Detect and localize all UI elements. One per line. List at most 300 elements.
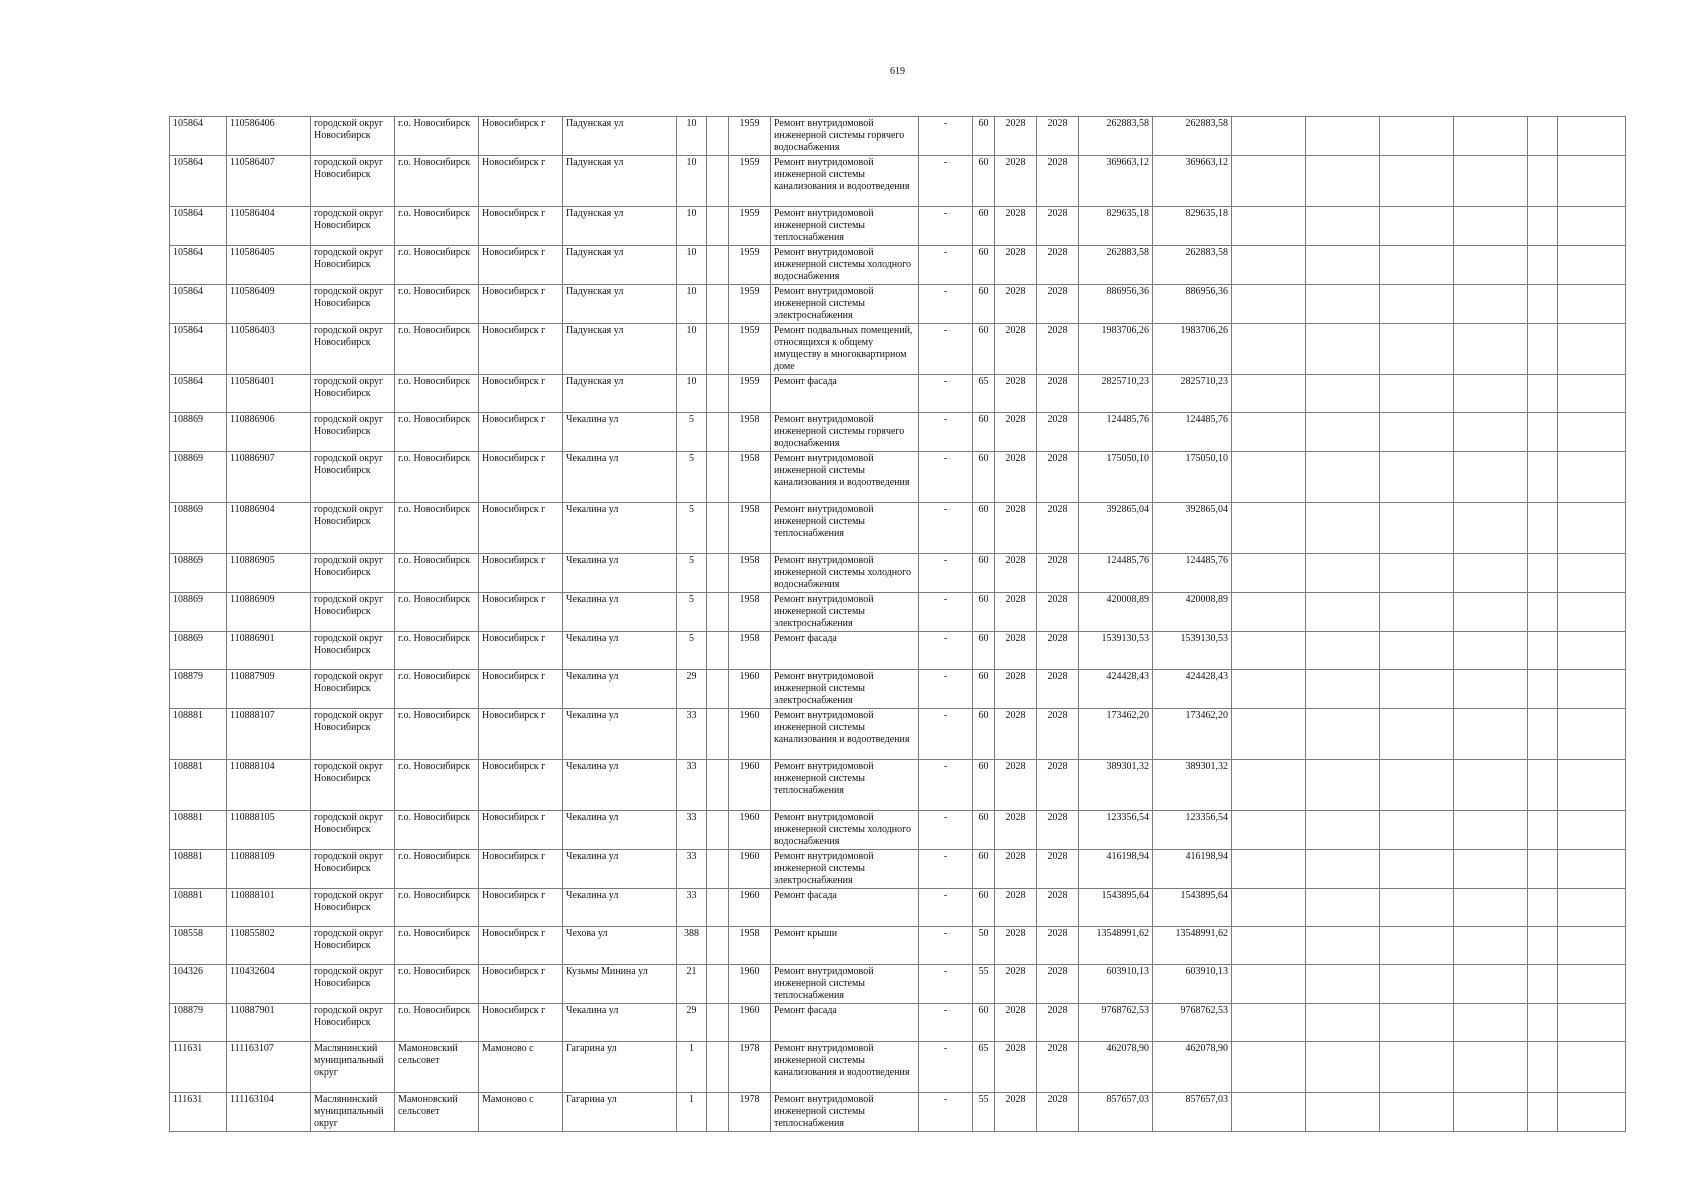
empty-cell xyxy=(1232,246,1306,285)
empty-cell xyxy=(1306,1042,1380,1093)
empty-cell xyxy=(1232,156,1306,207)
table-row xyxy=(170,1004,1626,1042)
plan-year-from-cell: 2028 xyxy=(995,246,1037,285)
cost-cell: 886956,36 xyxy=(1079,285,1153,324)
street-cell: Падунская ул xyxy=(563,375,677,413)
mark-cell: - xyxy=(919,670,973,709)
district-cell: городской округ Новосибирск xyxy=(311,760,395,811)
mark-cell: - xyxy=(919,207,973,246)
wear-percent-cell: 60 xyxy=(973,1004,995,1042)
empty-cell xyxy=(1558,246,1626,285)
object-id-cell: 105864 xyxy=(170,156,227,207)
empty-cell xyxy=(1558,632,1626,670)
object-id-cell: 105864 xyxy=(170,375,227,413)
house-number-cell: 5 xyxy=(677,413,707,452)
build-year-cell: 1959 xyxy=(729,156,771,207)
locality-cell: Новосибирск г xyxy=(479,554,563,593)
cost-cell: 9768762,53 xyxy=(1079,1004,1153,1042)
building-cell xyxy=(707,246,729,285)
settlement-cell: г.о. Новосибирск xyxy=(395,709,479,760)
object-id-cell: 108881 xyxy=(170,709,227,760)
settlement-cell: г.о. Новосибирск xyxy=(395,285,479,324)
page-number: 619 xyxy=(890,66,905,77)
house-number-cell: 10 xyxy=(677,156,707,207)
empty-cell xyxy=(1306,593,1380,632)
plan-year-to-cell: 2028 xyxy=(1037,593,1079,632)
build-year-cell: 1960 xyxy=(729,709,771,760)
locality-cell: Новосибирск г xyxy=(479,593,563,632)
work-code-cell: 111163104 xyxy=(227,1093,311,1132)
empty-cell xyxy=(1232,413,1306,452)
street-cell: Чекалина ул xyxy=(563,709,677,760)
plan-year-from-cell: 2028 xyxy=(995,811,1037,850)
cost-total-cell: 424428,43 xyxy=(1153,670,1232,709)
plan-year-to-cell: 2028 xyxy=(1037,811,1079,850)
empty-cell xyxy=(1528,452,1558,503)
empty-cell xyxy=(1380,632,1454,670)
cost-cell: 462078,90 xyxy=(1079,1042,1153,1093)
empty-cell xyxy=(1558,503,1626,554)
cost-cell: 123356,54 xyxy=(1079,811,1153,850)
building-cell xyxy=(707,965,729,1004)
street-cell: Чекалина ул xyxy=(563,413,677,452)
settlement-cell: г.о. Новосибирск xyxy=(395,117,479,156)
table-row xyxy=(170,811,1626,850)
empty-cell xyxy=(1380,324,1454,375)
locality-cell: Новосибирск г xyxy=(479,452,563,503)
locality-cell: Новосибирск г xyxy=(479,850,563,889)
building-cell xyxy=(707,670,729,709)
empty-cell xyxy=(1528,670,1558,709)
empty-cell xyxy=(1454,670,1528,709)
empty-cell xyxy=(1232,207,1306,246)
building-cell xyxy=(707,811,729,850)
empty-cell xyxy=(1380,207,1454,246)
empty-cell xyxy=(1528,554,1558,593)
build-year-cell: 1958 xyxy=(729,554,771,593)
empty-cell xyxy=(1558,156,1626,207)
wear-percent-cell: 55 xyxy=(973,965,995,1004)
table-row xyxy=(170,207,1626,246)
empty-cell xyxy=(1306,709,1380,760)
building-cell xyxy=(707,850,729,889)
empty-cell xyxy=(1454,1004,1528,1042)
locality-cell: Новосибирск г xyxy=(479,285,563,324)
plan-year-from-cell: 2028 xyxy=(995,207,1037,246)
capital-repair-table xyxy=(169,116,1626,1132)
locality-cell: Новосибирск г xyxy=(479,709,563,760)
district-cell: городской округ Новосибирск xyxy=(311,452,395,503)
settlement-cell: г.о. Новосибирск xyxy=(395,375,479,413)
object-id-cell: 108881 xyxy=(170,850,227,889)
empty-cell xyxy=(1558,811,1626,850)
work-type-cell: Ремонт внутридомовой инженерной системы теплоснабжения xyxy=(771,503,919,554)
cost-cell: 262883,58 xyxy=(1079,117,1153,156)
district-cell: городской округ Новосибирск xyxy=(311,156,395,207)
plan-year-from-cell: 2028 xyxy=(995,375,1037,413)
empty-cell xyxy=(1558,889,1626,927)
house-number-cell: 5 xyxy=(677,503,707,554)
empty-cell xyxy=(1380,285,1454,324)
empty-cell xyxy=(1380,554,1454,593)
cost-cell: 389301,32 xyxy=(1079,760,1153,811)
cost-total-cell: 262883,58 xyxy=(1153,117,1232,156)
locality-cell: Новосибирск г xyxy=(479,965,563,1004)
locality-cell: Мамоново с xyxy=(479,1093,563,1132)
wear-percent-cell: 60 xyxy=(973,117,995,156)
table-row xyxy=(170,593,1626,632)
work-code-cell: 110586401 xyxy=(227,375,311,413)
street-cell: Кузьмы Минина ул xyxy=(563,965,677,1004)
settlement-cell: г.о. Новосибирск xyxy=(395,324,479,375)
work-type-cell: Ремонт внутридомовой инженерной системы электроснабжения xyxy=(771,850,919,889)
cost-cell: 392865,04 xyxy=(1079,503,1153,554)
cost-cell: 13548991,62 xyxy=(1079,927,1153,965)
empty-cell xyxy=(1380,927,1454,965)
cost-total-cell: 420008,89 xyxy=(1153,593,1232,632)
empty-cell xyxy=(1380,413,1454,452)
object-id-cell: 108879 xyxy=(170,670,227,709)
table-row xyxy=(170,1093,1626,1132)
empty-cell xyxy=(1380,965,1454,1004)
empty-cell xyxy=(1306,117,1380,156)
locality-cell: Новосибирск г xyxy=(479,117,563,156)
settlement-cell: г.о. Новосибирск xyxy=(395,554,479,593)
street-cell: Чекалина ул xyxy=(563,889,677,927)
empty-cell xyxy=(1232,375,1306,413)
cost-total-cell: 13548991,62 xyxy=(1153,927,1232,965)
cost-cell: 1539130,53 xyxy=(1079,632,1153,670)
empty-cell xyxy=(1558,324,1626,375)
street-cell: Гагарина ул xyxy=(563,1093,677,1132)
building-cell xyxy=(707,324,729,375)
district-cell: городской округ Новосибирск xyxy=(311,246,395,285)
empty-cell xyxy=(1306,1004,1380,1042)
street-cell: Гагарина ул xyxy=(563,1042,677,1093)
empty-cell xyxy=(1454,1093,1528,1132)
build-year-cell: 1958 xyxy=(729,927,771,965)
district-cell: городской округ Новосибирск xyxy=(311,927,395,965)
cost-total-cell: 124485,76 xyxy=(1153,554,1232,593)
plan-year-from-cell: 2028 xyxy=(995,850,1037,889)
district-cell: городской округ Новосибирск xyxy=(311,324,395,375)
object-id-cell: 108879 xyxy=(170,1004,227,1042)
locality-cell: Новосибирск г xyxy=(479,156,563,207)
empty-cell xyxy=(1528,375,1558,413)
locality-cell: Новосибирск г xyxy=(479,324,563,375)
work-type-cell: Ремонт фасада xyxy=(771,632,919,670)
street-cell: Чекалина ул xyxy=(563,1004,677,1042)
empty-cell xyxy=(1306,452,1380,503)
plan-year-to-cell: 2028 xyxy=(1037,413,1079,452)
settlement-cell: г.о. Новосибирск xyxy=(395,965,479,1004)
empty-cell xyxy=(1528,927,1558,965)
locality-cell: Новосибирск г xyxy=(479,1004,563,1042)
plan-year-to-cell: 2028 xyxy=(1037,156,1079,207)
empty-cell xyxy=(1306,285,1380,324)
locality-cell: Новосибирск г xyxy=(479,246,563,285)
wear-percent-cell: 60 xyxy=(973,850,995,889)
wear-percent-cell: 60 xyxy=(973,246,995,285)
district-cell: городской округ Новосибирск xyxy=(311,413,395,452)
object-id-cell: 108881 xyxy=(170,811,227,850)
wear-percent-cell: 60 xyxy=(973,156,995,207)
district-cell: городской округ Новосибирск xyxy=(311,554,395,593)
table-row xyxy=(170,632,1626,670)
work-code-cell: 110855802 xyxy=(227,927,311,965)
object-id-cell: 111631 xyxy=(170,1093,227,1132)
plan-year-from-cell: 2028 xyxy=(995,760,1037,811)
street-cell: Чекалина ул xyxy=(563,593,677,632)
empty-cell xyxy=(1558,670,1626,709)
plan-year-to-cell: 2028 xyxy=(1037,889,1079,927)
empty-cell xyxy=(1558,207,1626,246)
build-year-cell: 1959 xyxy=(729,375,771,413)
mark-cell: - xyxy=(919,632,973,670)
work-type-cell: Ремонт внутридомовой инженерной системы электроснабжения xyxy=(771,593,919,632)
cost-total-cell: 175050,10 xyxy=(1153,452,1232,503)
locality-cell: Новосибирск г xyxy=(479,503,563,554)
empty-cell xyxy=(1306,760,1380,811)
plan-year-to-cell: 2028 xyxy=(1037,375,1079,413)
plan-year-from-cell: 2028 xyxy=(995,452,1037,503)
empty-cell xyxy=(1380,670,1454,709)
cost-total-cell: 389301,32 xyxy=(1153,760,1232,811)
table-row xyxy=(170,324,1626,375)
settlement-cell: г.о. Новосибирск xyxy=(395,889,479,927)
work-code-cell: 111163107 xyxy=(227,1042,311,1093)
empty-cell xyxy=(1558,1004,1626,1042)
work-type-cell: Ремонт внутридомовой инженерной системы холодного водоснабжения xyxy=(771,811,919,850)
mark-cell: - xyxy=(919,811,973,850)
house-number-cell: 5 xyxy=(677,632,707,670)
work-type-cell: Ремонт подвальных помещений, относящихся к общему имуществу в многоквартирном доме xyxy=(771,324,919,375)
house-number-cell: 10 xyxy=(677,117,707,156)
plan-year-from-cell: 2028 xyxy=(995,927,1037,965)
cost-total-cell: 2825710,23 xyxy=(1153,375,1232,413)
table-row xyxy=(170,156,1626,207)
object-id-cell: 105864 xyxy=(170,246,227,285)
house-number-cell: 21 xyxy=(677,965,707,1004)
empty-cell xyxy=(1380,375,1454,413)
work-type-cell: Ремонт внутридомовой инженерной системы канализования и водоотведения xyxy=(771,156,919,207)
settlement-cell: Мамоновский сельсовет xyxy=(395,1042,479,1093)
building-cell xyxy=(707,593,729,632)
building-cell xyxy=(707,1093,729,1132)
empty-cell xyxy=(1232,503,1306,554)
table-body xyxy=(170,117,1626,1132)
mark-cell: - xyxy=(919,927,973,965)
plan-year-to-cell: 2028 xyxy=(1037,246,1079,285)
cost-total-cell: 603910,13 xyxy=(1153,965,1232,1004)
house-number-cell: 33 xyxy=(677,850,707,889)
cost-total-cell: 173462,20 xyxy=(1153,709,1232,760)
plan-year-to-cell: 2028 xyxy=(1037,324,1079,375)
plan-year-from-cell: 2028 xyxy=(995,1004,1037,1042)
cost-total-cell: 1543895,64 xyxy=(1153,889,1232,927)
plan-year-from-cell: 2028 xyxy=(995,632,1037,670)
object-id-cell: 108869 xyxy=(170,452,227,503)
empty-cell xyxy=(1306,156,1380,207)
empty-cell xyxy=(1232,324,1306,375)
cost-total-cell: 369663,12 xyxy=(1153,156,1232,207)
plan-year-from-cell: 2028 xyxy=(995,503,1037,554)
empty-cell xyxy=(1528,246,1558,285)
work-code-cell: 110586405 xyxy=(227,246,311,285)
house-number-cell: 33 xyxy=(677,811,707,850)
house-number-cell: 388 xyxy=(677,927,707,965)
settlement-cell: г.о. Новосибирск xyxy=(395,207,479,246)
empty-cell xyxy=(1306,850,1380,889)
object-id-cell: 105864 xyxy=(170,207,227,246)
wear-percent-cell: 60 xyxy=(973,324,995,375)
empty-cell xyxy=(1454,709,1528,760)
empty-cell xyxy=(1232,593,1306,632)
empty-cell xyxy=(1528,413,1558,452)
work-type-cell: Ремонт внутридомовой инженерной системы канализования и водоотведения xyxy=(771,452,919,503)
locality-cell: Мамоново с xyxy=(479,1042,563,1093)
empty-cell xyxy=(1232,760,1306,811)
wear-percent-cell: 65 xyxy=(973,375,995,413)
locality-cell: Новосибирск г xyxy=(479,811,563,850)
mark-cell: - xyxy=(919,285,973,324)
build-year-cell: 1960 xyxy=(729,850,771,889)
district-cell: городской округ Новосибирск xyxy=(311,632,395,670)
empty-cell xyxy=(1528,207,1558,246)
empty-cell xyxy=(1232,670,1306,709)
empty-cell xyxy=(1380,1004,1454,1042)
table-row xyxy=(170,554,1626,593)
wear-percent-cell: 55 xyxy=(973,1093,995,1132)
empty-cell xyxy=(1558,709,1626,760)
table-row xyxy=(170,709,1626,760)
mark-cell: - xyxy=(919,1042,973,1093)
cost-cell: 369663,12 xyxy=(1079,156,1153,207)
mark-cell: - xyxy=(919,965,973,1004)
empty-cell xyxy=(1380,1042,1454,1093)
table-row xyxy=(170,850,1626,889)
house-number-cell: 5 xyxy=(677,554,707,593)
building-cell xyxy=(707,554,729,593)
street-cell: Падунская ул xyxy=(563,246,677,285)
table-row xyxy=(170,285,1626,324)
plan-year-from-cell: 2028 xyxy=(995,965,1037,1004)
empty-cell xyxy=(1380,889,1454,927)
district-cell: городской округ Новосибирск xyxy=(311,375,395,413)
building-cell xyxy=(707,452,729,503)
house-number-cell: 1 xyxy=(677,1042,707,1093)
empty-cell xyxy=(1306,670,1380,709)
empty-cell xyxy=(1306,324,1380,375)
street-cell: Чекалина ул xyxy=(563,760,677,811)
work-type-cell: Ремонт внутридомовой инженерной системы электроснабжения xyxy=(771,285,919,324)
table-row xyxy=(170,503,1626,554)
empty-cell xyxy=(1454,324,1528,375)
building-cell xyxy=(707,207,729,246)
empty-cell xyxy=(1528,324,1558,375)
building-cell xyxy=(707,760,729,811)
empty-cell xyxy=(1232,632,1306,670)
cost-cell: 262883,58 xyxy=(1079,246,1153,285)
table-row xyxy=(170,117,1626,156)
empty-cell xyxy=(1306,207,1380,246)
empty-cell xyxy=(1528,1042,1558,1093)
building-cell xyxy=(707,889,729,927)
empty-cell xyxy=(1232,850,1306,889)
cost-cell: 829635,18 xyxy=(1079,207,1153,246)
work-type-cell: Ремонт внутридомовой инженерной системы канализования и водоотведения xyxy=(771,709,919,760)
district-cell: Маслянинский муниципальный округ xyxy=(311,1093,395,1132)
empty-cell xyxy=(1558,1093,1626,1132)
work-code-cell: 110432604 xyxy=(227,965,311,1004)
work-type-cell: Ремонт крыши xyxy=(771,927,919,965)
cost-total-cell: 416198,94 xyxy=(1153,850,1232,889)
wear-percent-cell: 60 xyxy=(973,889,995,927)
empty-cell xyxy=(1232,889,1306,927)
cost-cell: 1983706,26 xyxy=(1079,324,1153,375)
cost-total-cell: 857657,03 xyxy=(1153,1093,1232,1132)
wear-percent-cell: 60 xyxy=(973,413,995,452)
house-number-cell: 29 xyxy=(677,670,707,709)
empty-cell xyxy=(1380,117,1454,156)
plan-year-to-cell: 2028 xyxy=(1037,1093,1079,1132)
wear-percent-cell: 60 xyxy=(973,207,995,246)
empty-cell xyxy=(1528,1093,1558,1132)
empty-cell xyxy=(1454,413,1528,452)
building-cell xyxy=(707,503,729,554)
street-cell: Падунская ул xyxy=(563,156,677,207)
settlement-cell: г.о. Новосибирск xyxy=(395,246,479,285)
house-number-cell: 10 xyxy=(677,207,707,246)
district-cell: городской округ Новосибирск xyxy=(311,889,395,927)
building-cell xyxy=(707,117,729,156)
work-type-cell: Ремонт внутридомовой инженерной системы теплоснабжения xyxy=(771,760,919,811)
build-year-cell: 1959 xyxy=(729,207,771,246)
cost-cell: 124485,76 xyxy=(1079,554,1153,593)
cost-total-cell: 886956,36 xyxy=(1153,285,1232,324)
cost-total-cell: 829635,18 xyxy=(1153,207,1232,246)
empty-cell xyxy=(1558,850,1626,889)
building-cell xyxy=(707,709,729,760)
empty-cell xyxy=(1380,1093,1454,1132)
empty-cell xyxy=(1558,927,1626,965)
settlement-cell: г.о. Новосибирск xyxy=(395,413,479,452)
settlement-cell: г.о. Новосибирск xyxy=(395,503,479,554)
wear-percent-cell: 60 xyxy=(973,670,995,709)
mark-cell: - xyxy=(919,1093,973,1132)
empty-cell xyxy=(1454,207,1528,246)
district-cell: городской округ Новосибирск xyxy=(311,285,395,324)
empty-cell xyxy=(1454,452,1528,503)
empty-cell xyxy=(1380,593,1454,632)
district-cell: городской округ Новосибирск xyxy=(311,117,395,156)
empty-cell xyxy=(1306,554,1380,593)
object-id-cell: 108869 xyxy=(170,554,227,593)
empty-cell xyxy=(1454,503,1528,554)
plan-year-from-cell: 2028 xyxy=(995,117,1037,156)
empty-cell xyxy=(1454,811,1528,850)
wear-percent-cell: 60 xyxy=(973,632,995,670)
mark-cell: - xyxy=(919,117,973,156)
work-type-cell: Ремонт внутридомовой инженерной системы горячего водоснабжения xyxy=(771,117,919,156)
empty-cell xyxy=(1528,811,1558,850)
locality-cell: Новосибирск г xyxy=(479,207,563,246)
empty-cell xyxy=(1232,554,1306,593)
cost-total-cell: 392865,04 xyxy=(1153,503,1232,554)
empty-cell xyxy=(1558,117,1626,156)
object-id-cell: 108869 xyxy=(170,593,227,632)
district-cell: городской округ Новосибирск xyxy=(311,1004,395,1042)
